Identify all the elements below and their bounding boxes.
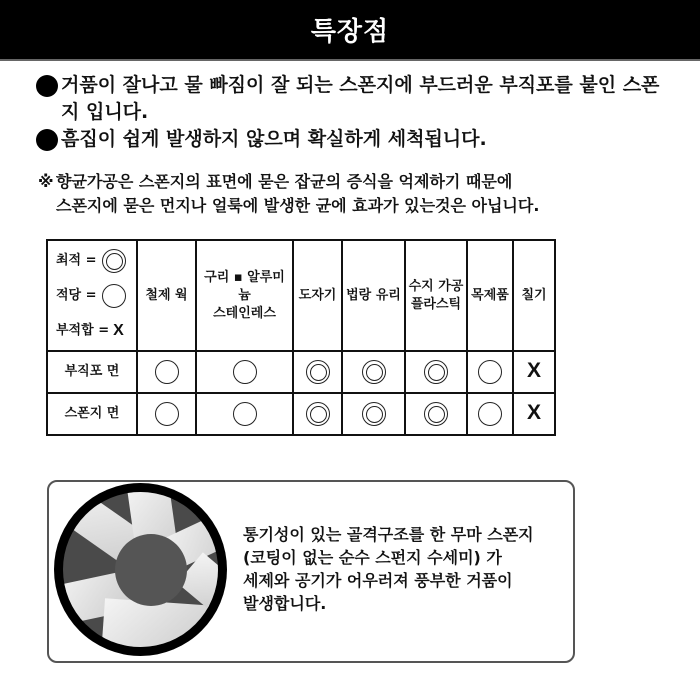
- antibacterial-note: [38, 170, 658, 218]
- circle-icon: [155, 360, 179, 384]
- feature-item: [36, 126, 676, 153]
- x-mark-icon: X: [113, 321, 124, 339]
- circle-icon: [233, 360, 257, 384]
- column-header-copper-aluminum-stainless: 구리 ▪ 알루미늄 스테인레스: [196, 240, 293, 351]
- column-header-iron-wok: 철제 웍: [137, 240, 196, 351]
- column-header-wood: 목제품: [467, 240, 513, 351]
- double-circle-icon: [306, 360, 330, 384]
- double-circle-icon: [424, 402, 448, 426]
- circle-icon: [478, 360, 502, 384]
- reference-mark-icon: ※: [38, 172, 54, 191]
- sponge-structure-illustration: [54, 483, 227, 656]
- feature-list: [36, 72, 676, 153]
- note-line-2: 스폰지에 묻은 먼지나 얼룩에 발생한 균에 효과가 있는것은 아닙니다.: [56, 196, 540, 215]
- page-title: 특장점: [310, 17, 390, 47]
- table-row-sponge: [47, 393, 555, 435]
- double-circle-icon: [362, 402, 386, 426]
- column-header-lacquerware: 칠기: [513, 240, 555, 351]
- black-circle-bullet-icon: [36, 75, 58, 97]
- table-header-row: [47, 240, 555, 351]
- feature-item: [36, 72, 676, 126]
- circle-icon: [102, 284, 126, 308]
- row-label: 부직포 면: [47, 351, 137, 393]
- table-row-nonwoven: [47, 351, 555, 393]
- double-circle-icon: [362, 360, 386, 384]
- header-bar: [0, 0, 700, 61]
- feature-text: 거품이 잘나고 물 빠짐이 잘 되는 스폰지에 부드러운 부직포를 붙인 스폰지 입니다.: [61, 74, 660, 123]
- circle-icon: [155, 402, 179, 426]
- x-mark-icon: X: [526, 358, 541, 382]
- circle-icon: [233, 402, 257, 426]
- sponge-description: 통기성이 있는 골격구조를 한 무마 스폰지 (코팅이 없는 순수 스펀지 수세미) 가 세제와 공기가 어우러져 풍부한 거품이 발생합니다.: [243, 525, 534, 613]
- x-mark-icon: X: [526, 400, 541, 424]
- column-header-resin-plastic: 수지 가공 플라스틱: [405, 240, 467, 351]
- legend-suitable: 적당 =: [56, 278, 128, 313]
- circle-icon: [478, 402, 502, 426]
- feature-text: 흠집이 쉽게 발생하지 않으며 확실하게 세척됩니다.: [61, 128, 487, 150]
- double-circle-icon: [102, 249, 126, 273]
- double-circle-icon: [306, 402, 330, 426]
- column-header-enamel-glass: 법랑 유리: [342, 240, 405, 351]
- legend-optimal: 최적 =: [56, 243, 128, 278]
- legend-cell: [47, 240, 137, 351]
- compatibility-table: [46, 239, 556, 436]
- black-circle-bullet-icon: [36, 129, 58, 151]
- row-label: 스폰지 면: [47, 393, 137, 435]
- double-circle-icon: [424, 360, 448, 384]
- column-header-ceramic: 도자기: [293, 240, 342, 351]
- note-line-1: 향균가공은 스폰지의 표면에 묻은 잡균의 증식을 억제하기 때문에: [56, 172, 513, 191]
- legend-unsuitable: 부적합 = X: [56, 321, 124, 339]
